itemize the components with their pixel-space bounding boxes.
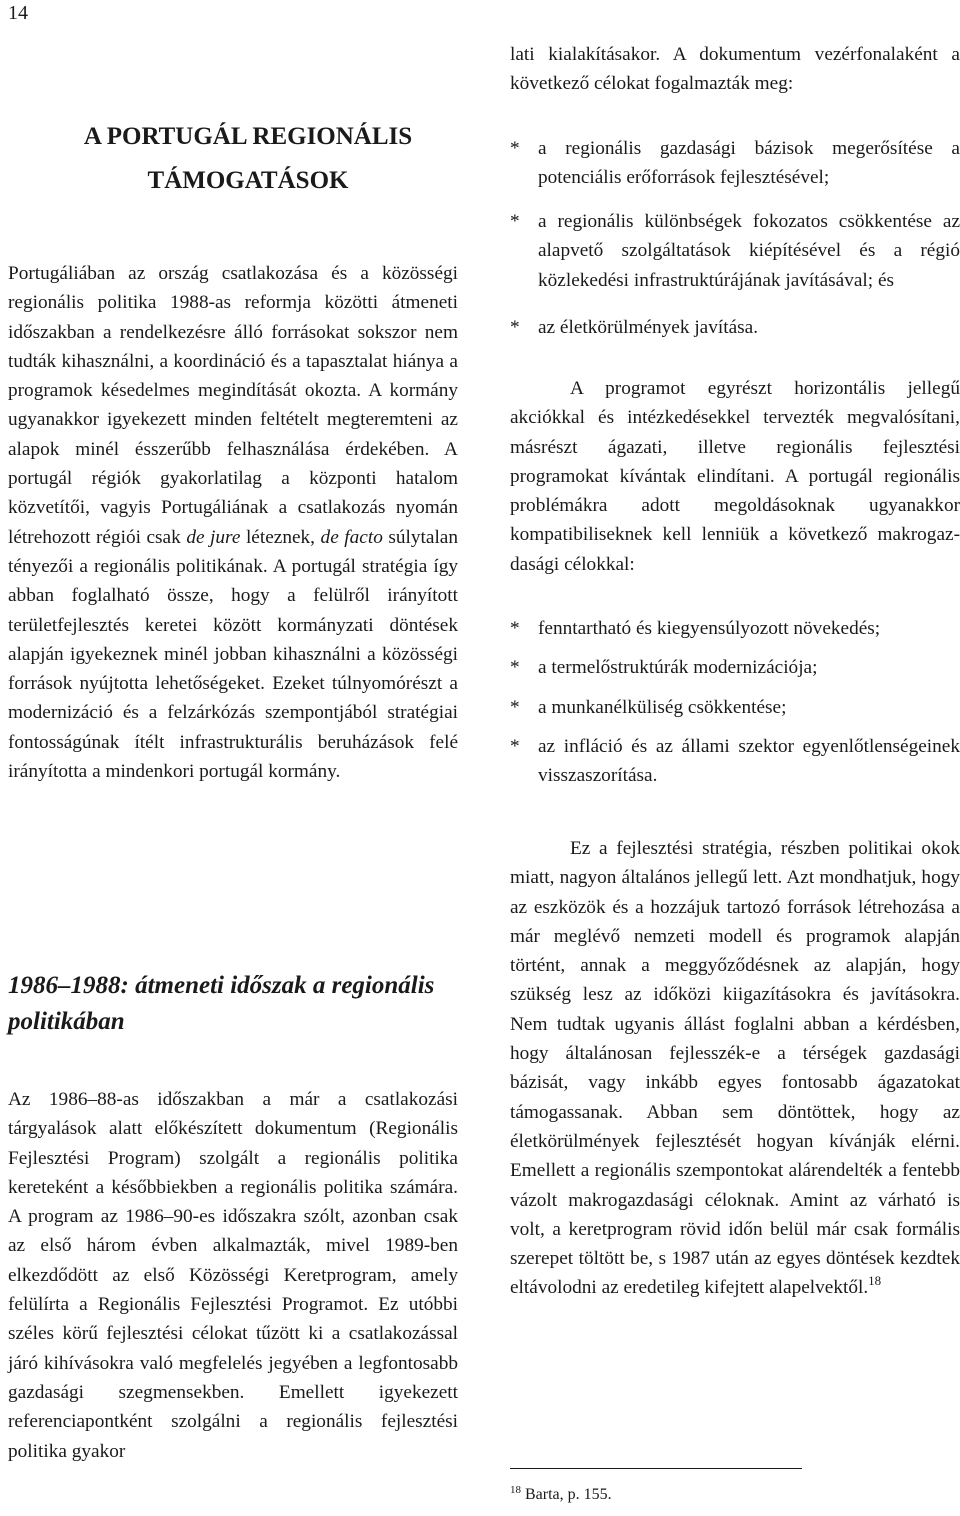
footnote bbox=[510, 1484, 612, 1506]
bullet-mark: * bbox=[510, 657, 520, 679]
section-heading: 1986–1988: átmeneti időszak a regionális politikában bbox=[8, 972, 435, 1035]
footnote-number: 18 bbox=[510, 1484, 521, 1496]
footnote-divider bbox=[510, 1468, 802, 1469]
section-paragraph: Az 1986–88-as időszakban a már a csatlakozási tárgyalások alatt előkészített dokumentum (Regionális Fejlesztési Program) szolgált a regionális politika kereteként a későbbiekben a regionális politika számára. A program az 1986–90-es időszakra szólt, azonban csak az első három évben alkalmazták, mivel 1989-ben elkezdődött az első Közösségi Keretprogram, amely felülírta a Regionális Fejlesztési Programot. Ez utóbbi széles körű fejlesztési célokat tűzött ki a csatlakozással járó kihívásokra való megfelelés jegyében a legfontosabb gazdasági szegmensekben. Emellett igyekezett referenciapontként szolgálni a regionális fejlesztési politika gyakor bbox=[8, 1089, 458, 1462]
strategy-paragraph bbox=[510, 834, 960, 1303]
list-item bbox=[510, 732, 960, 791]
intro-text-1: Portugáliában az ország csatlakozása és a közösségi regionális politika 1988-as reformja közötti átmeneti időszakban a rendelkezésre álló forrásokat sokszor nem tudták kihasználni, a koordináció és a tapasztalat hiánya a programok késedelmes megindítását okozta. A kormány ugyanakkor igyekezett minden feltételt megteremteni az alapok minél ésszerűbb felhasználása érdekében. A portugál régiók gyakorlatilag a központi hatalom közvetítői, vagyis Portugáliának a csatlakozás nyomán létrehozott régiói csak bbox=[8, 263, 458, 548]
macro-goals-list bbox=[510, 614, 960, 790]
intro-paragraph bbox=[8, 259, 458, 786]
bullet-mark: * bbox=[510, 211, 520, 232]
list-item bbox=[510, 134, 960, 193]
intro-text-3: súlytalan tényezői a regionális politikának. A portugál stratégia így abban foglalható össze, hogy a felülről irányított területfejlesztés keretei között kormányzati döntések alapján igyekeznek minél jobban kihasználni a közösségi források nyújtotta lehetőségeket. Ezeket túlnyomórészt a modernizáció és a felzárkózás szempontjából stratégiai fontosságúnak ítélt infrastrukturális beruházások felé irányította a mindenkori portugál kormány. bbox=[8, 526, 458, 783]
list-item bbox=[510, 614, 960, 643]
list-item bbox=[510, 693, 960, 722]
goals-list-2 bbox=[510, 207, 960, 342]
list-item bbox=[510, 207, 960, 295]
list-item-text: fenntartható és kiegyensúlyozott növekedés; bbox=[538, 618, 881, 639]
intro-italic-de-jure: de jure bbox=[186, 526, 241, 548]
title-line-2: TÁMOGATÁSOK bbox=[147, 166, 349, 194]
list-item-text: az életkörülmények javítása. bbox=[538, 316, 759, 338]
bullet-mark: * bbox=[510, 618, 520, 639]
footnote-reference[interactable]: 18 bbox=[868, 1273, 882, 1289]
bullet-mark: * bbox=[510, 696, 520, 718]
strategy-paragraph-text bbox=[510, 834, 960, 1303]
list-item bbox=[510, 653, 960, 682]
list-item bbox=[510, 313, 960, 342]
program-paragraph-text: A programot egyrészt horizontális jellegű akciókkal és intézkedésekkel tervezték megvalósítani, másrészt ágazati, illetve regionális fejlesztési programokat kívántak elindítani. A portugál regionális problémákra adott megoldásoknak ugyanakkor kompatibiliseknek kell lenniük a következő makrogazdasági célokkal: bbox=[510, 378, 960, 575]
list-item-text: a regionális különbségek fokozatos csökkentése az alapvető szolgáltatások kiépítésével és a régió közlekedési infrastruktúrájának javításával; és bbox=[538, 211, 960, 291]
list-item-text: az infláció és az állami szektor egyenlőtlenségeinek visszaszorítása. bbox=[538, 735, 960, 787]
intro-text-2: léteznek, bbox=[240, 526, 321, 548]
list-item-text: a munkanélküliség csökkentése; bbox=[538, 696, 787, 718]
continuation-paragraph: lati kialakításakor. A dokumentum vezérfonalaként a következő célokat fogalmazták meg: bbox=[510, 44, 960, 95]
bullet-mark: * bbox=[510, 316, 520, 338]
title-line-1: A PORTUGÁL REGIONÁLIS bbox=[83, 122, 413, 150]
bullet-mark: * bbox=[510, 138, 520, 159]
list-item-text: a regionális gazdasági bázisok megerősítése a potenciális erőforrások fejlesztésével; bbox=[538, 138, 960, 189]
program-paragraph bbox=[510, 374, 960, 579]
goals-list-1 bbox=[510, 134, 960, 193]
list-item-text: a termelőstruktúrák modernizációja; bbox=[538, 657, 818, 679]
page-number: 14 bbox=[8, 2, 28, 24]
strategy-text: Ez a fejlesztési stratégia, részben politikai okok miatt, nagyon általános jellegű lett. Azt mondhatjuk, hogy az eszközök és a hozzájuk tartozó források létrehozása a már meglévő nemzeti modell és programok alapján történt, annak a meggyőződésnek az alapján, hogy szükség lesz az időközi kiigazításokra és javításokra. Nem tudtak ugyanis állást foglalni abban a kérdésben, hogy általánosan fejlesszék-e a térségek gazdasági bázisát, vagy inkább egyes fontosabb ágazatokat támogassanak. Abban sem döntöttek, hogy az életkörülmények fejlesztését hogyan kívánják elérni. Emellett a regionális szempontokat alárendelték a fentebb vázolt makrogazdasági céloknak. Amint az várható is volt, a keretprogram rövid időn belül már csak formális szerepet töltött be, s 1987 után az egyes döntések kezdtek eltávolodni az eredetileg kifejtett alapelvektől. bbox=[510, 838, 960, 1299]
footnote-text: Barta, p. 155. bbox=[525, 1486, 612, 1503]
page-title bbox=[48, 115, 448, 203]
bullet-mark: * bbox=[510, 735, 520, 757]
intro-italic-de-facto: de facto bbox=[320, 526, 383, 548]
